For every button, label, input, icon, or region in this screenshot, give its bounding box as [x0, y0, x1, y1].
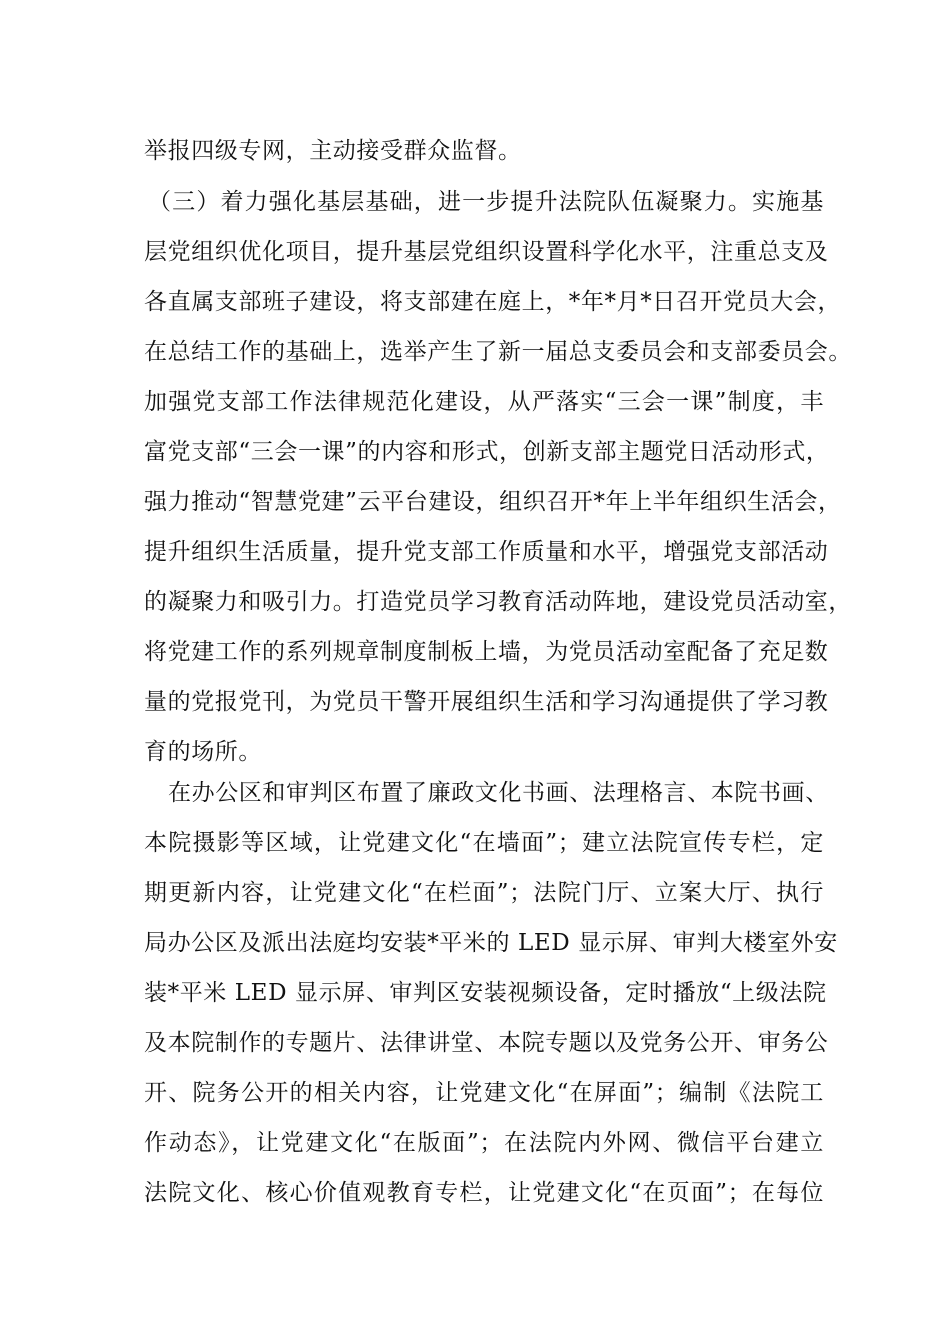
text-line: 及本院制作的专题片、法律讲堂、本院专题以及党务公开、审务公	[144, 1030, 829, 1056]
text-line: 期更新内容，让党建文化“在栏面”；法院门厅、立案大厅、执行	[144, 880, 824, 906]
text-line: 作动态》，让党建文化“在版面”；在法院内外网、微信平台建立	[144, 1130, 824, 1156]
text-line: 将党建工作的系列规章制度制板上墙，为党员活动室配备了充足数	[144, 639, 829, 665]
text-line: 本院摄影等区域，让党建文化“在墙面”；建立法院宣传专栏，定	[144, 830, 824, 856]
text-line: 举报四级专网，主动接受群众监督。	[144, 138, 522, 164]
text-line: 强力推动“智慧党建”云平台建设，组织召开*年上半年组织生活会，	[144, 489, 842, 515]
text-line: 育的场所。	[144, 739, 262, 765]
text-line: 在总结工作的基础上，选举产生了新一届总支委员会和支部委员会。	[144, 339, 852, 365]
text-line: 开、院务公开的相关内容，让党建文化“在屏面”；编制《法院工	[144, 1080, 824, 1106]
text-line: 在办公区和审判区布置了廉政文化书画、法理格言、本院书画、	[168, 780, 829, 806]
text-line: 量的党报党刊，为党员干警开展组织生活和学习沟通提供了学习教	[144, 689, 829, 715]
text-line: 法院文化、核心价值观教育专栏，让党建文化“在页面”；在每位	[144, 1180, 824, 1206]
text-line: 层党组织优化项目，提升基层党组织设置科学化水平，注重总支及	[144, 239, 829, 265]
text-line: 富党支部“三会一课”的内容和形式，创新支部主题党日活动形式，	[144, 439, 830, 465]
paragraph-continuation	[144, 126, 824, 176]
text-line: 装*平米 LED 显示屏、审判区安装视频设备，定时播放“上级法院	[144, 980, 827, 1006]
text-line: 各直属支部班子建设，将支部建在庭上，*年*月*日召开党员大会，	[144, 289, 842, 315]
paragraph-section-three	[144, 177, 852, 777]
text-line: 提升组织生活质量，提升党支部工作质量和水平，增强党支部活动	[144, 539, 829, 565]
paragraph-culture	[144, 768, 838, 1218]
text-line: 局办公区及派出法庭均安装*平米的 LED 显示屏、审判大楼室外安	[144, 930, 838, 956]
text-line: 的凝聚力和吸引力。打造党员学习教育活动阵地，建设党员活动室，	[144, 589, 852, 615]
text-line: 加强党支部工作法律规范化建设，从严落实“三会一课”制度，丰	[144, 389, 824, 415]
text-line: （三）着力强化基层基础，进一步提升法院队伍凝聚力。实施基	[148, 189, 824, 215]
